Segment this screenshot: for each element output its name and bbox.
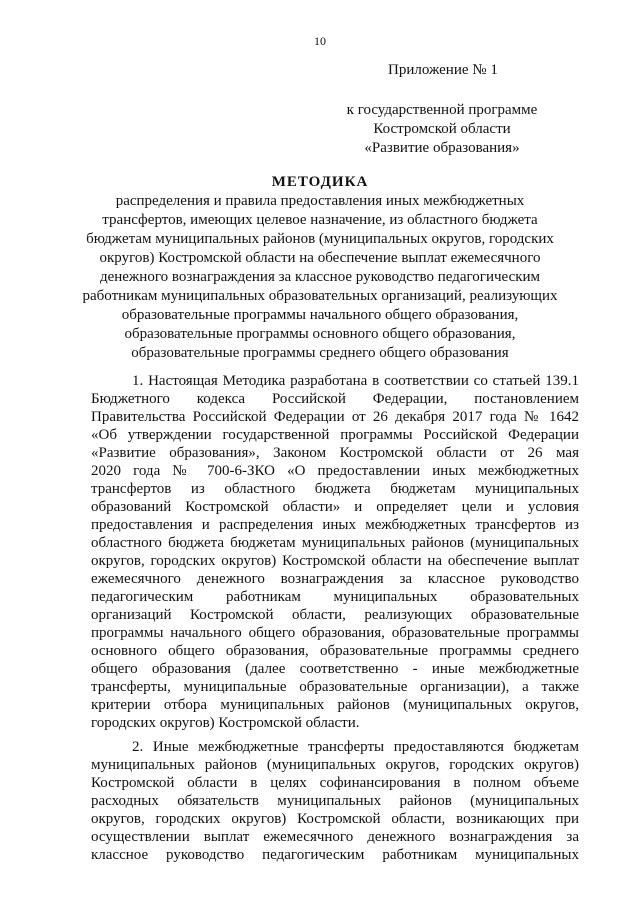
paragraph-1-line: программы начального общего образования, образовательные программы	[91, 625, 579, 641]
paragraph-1-line: Бюджетного кодекса Российской Федерации, постановлением	[91, 391, 579, 407]
subtitle-line: образовательные программы начального общего образования,	[121, 307, 519, 323]
paragraph-1-line: критерии отбора муниципальных районов (муниципальных округов,	[91, 697, 579, 713]
paragraph-2-line: муниципальных районов (муниципальных округов, городских округов)	[91, 757, 579, 773]
paragraph-2-line: классное руководство педагогическим работникам муниципальных	[91, 847, 579, 863]
paragraph-1-line: «Об утверждении государственной программы Российской Федерации	[91, 427, 579, 443]
paragraph-1-line: трансфертов из областного бюджета бюджетам муниципальных	[91, 481, 579, 497]
subtitle-line: образовательные программы основного общего образования,	[124, 326, 516, 342]
subtitle-line: денежного вознаграждения за классное руководство педагогическим	[99, 269, 541, 285]
subtitle-line: образовательные программы среднего общего образования	[131, 345, 509, 361]
subtitle-line: распределения и правила предоставления иных межбюджетных	[115, 193, 525, 209]
paragraph-1-line: Правительства Российской Федерации от 26 декабря 2017 года № 1642	[91, 409, 579, 425]
paragraph-2-line: осуществлении выплат ежемесячного денежного вознаграждения за	[91, 829, 579, 845]
paragraph-1-line: 2020 года № 700-6-ЗКО «О предоставлении иных межбюджетных	[91, 463, 579, 479]
paragraph-1-line: 1. Настоящая Методика разработана в соответствии со статьей 139.1	[132, 373, 579, 389]
page-number: 10	[314, 34, 326, 48]
paragraph-1-line: городских округов) Костромской области.	[91, 715, 360, 731]
paragraph-1-line: основного общего образования, образовательные программы среднего	[91, 643, 579, 659]
paragraph-1-line: предоставления и распределения иных межбюджетных трансфертов из	[91, 517, 579, 533]
appendix-line: Костромской области	[373, 121, 511, 137]
subtitle-line: трансфертов, имеющих целевое назначение, из областного бюджета	[102, 212, 538, 228]
paragraph-1-line: «Развитие образования», Законом Костромской области от 26 мая	[91, 445, 579, 461]
subtitle-line: работникам муниципальных образовательных организаций, реализующих	[82, 288, 558, 304]
paragraph-2-line: Костромской области в целях софинансирования в полном объеме	[91, 775, 579, 791]
subtitle-line: бюджетам муниципальных районов (муниципальных округов, городских	[86, 231, 554, 247]
paragraph-1-line: трансферты, муниципальные образовательные организации), а также	[91, 679, 579, 695]
appendix-line: «Развитие образования»	[364, 140, 520, 156]
paragraph-1-line: округов, городских округов) Костромской области на обеспечение выплат	[91, 553, 579, 569]
subtitle-line: округов) Костромской области на обеспечение выплат ежемесячного	[99, 250, 541, 266]
paragraph-1-line: организаций Костромской области, реализующих образовательные	[91, 607, 579, 623]
appendix-title: Приложение № 1	[388, 62, 498, 78]
appendix-line: к государственной программе	[346, 102, 538, 118]
paragraph-1-line: образований Костромской области» и определяет цели и условия	[91, 499, 579, 515]
paragraph-1-line: общего образования (далее соответственно - иные межбюджетные	[91, 661, 579, 677]
paragraph-2-line: расходных обязательств муниципальных районов (муниципальных	[91, 793, 579, 809]
paragraph-1-line: ежемесячного денежного вознаграждения за классное руководство	[91, 571, 579, 587]
paragraph-1-line: областного бюджета бюджетам муниципальных районов (муниципальных	[91, 535, 579, 551]
paragraph-2-line: округов, городских округов) Костромской области, возникающих при	[91, 811, 579, 827]
document-heading: МЕТОДИКА	[271, 174, 369, 190]
paragraph-1-line: педагогическим работникам муниципальных образовательных	[91, 589, 579, 605]
paragraph-2-line: 2. Иные межбюджетные трансферты предоставляются бюджетам	[132, 739, 579, 755]
